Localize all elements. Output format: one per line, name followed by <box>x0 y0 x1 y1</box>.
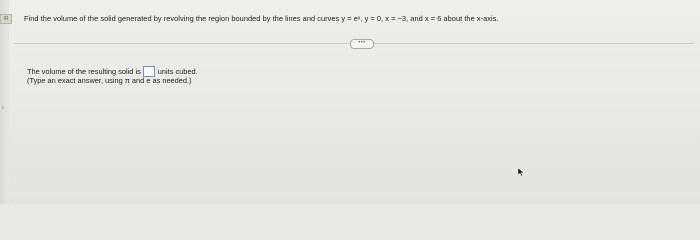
mouse-cursor-icon <box>517 167 525 177</box>
chevron-right-icon[interactable]: › <box>1 102 4 112</box>
answer-lead-text: The volume of the resulting solid is <box>27 67 141 76</box>
question-prompt: Find the volume of the solid generated by revolving the region bounded by the lines and curves y = eˣ, y = 0, x = −3, and x = 6 about the x-axis. <box>24 14 499 23</box>
answer-units-text: units cubed. <box>157 67 198 76</box>
more-options-button[interactable]: ••• <box>350 39 374 49</box>
answer-hint: (Type an exact answer, using π and e as needed.) <box>27 76 192 85</box>
question-type-icon: IR <box>0 14 12 24</box>
